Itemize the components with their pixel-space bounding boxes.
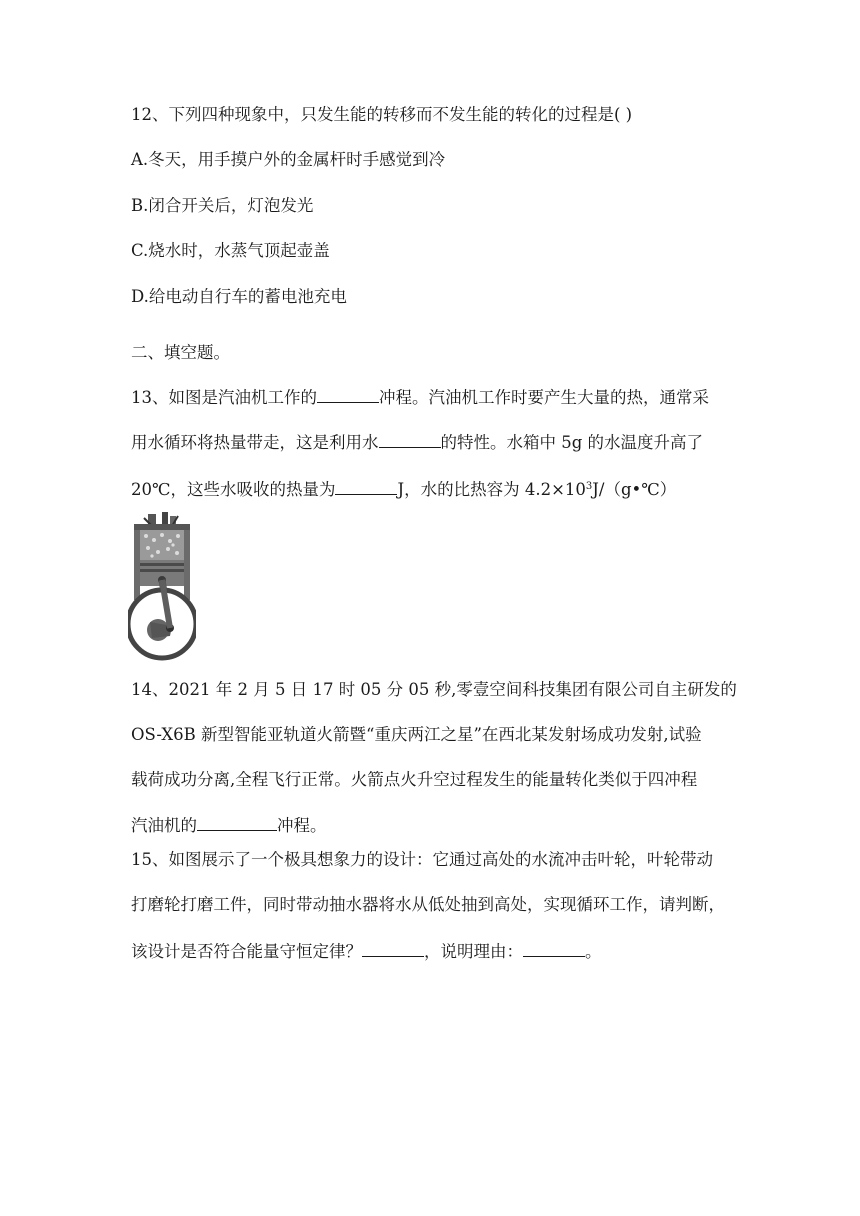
q15-line-1: 15、如图展示了一个极具想象力的设计：它通过高处的水流冲击叶轮，叶轮带动	[131, 850, 713, 869]
q12-option-a: A.冬天，用手摸户外的金属杆时手感觉到冷	[131, 150, 446, 169]
q15-blank-answer	[362, 940, 424, 957]
q14-line-4	[131, 814, 327, 837]
q15-blank-reason	[523, 940, 585, 957]
q12-option-b: B.闭合开关后，灯泡发光	[131, 196, 314, 215]
q12-option-c: C.烧水时，水蒸气顶起壶盖	[131, 241, 330, 260]
q15-text-3b: ，说明理由：	[424, 942, 523, 961]
q15-text-3a: 该设计是否符合能量守恒定律？	[131, 942, 362, 961]
q13-text-3a: 20℃，这些水吸收的热量为	[131, 480, 336, 499]
q13-line-3	[131, 476, 676, 501]
q12-stem: 12、下列四种现象中，只发生能的转移而不发生能的转化的过程是( )	[131, 105, 633, 124]
q14-line-1: 14、2021 年 2 月 5 日 17 时 05 分 05 秒,零壹空间科技集团有限公司自主研发的	[131, 680, 737, 699]
q13-text-3b: J，水的比热容为 4.2×10	[397, 480, 586, 499]
q13-text-1a: 13、如图是汽油机工作的	[131, 388, 317, 407]
q12-option-d: D.给电动自行车的蓄电池充电	[131, 287, 347, 306]
q14-blank-stroke	[197, 814, 277, 831]
q13-blank-stroke	[317, 386, 379, 403]
q13-line-1	[131, 386, 709, 409]
engine-diagram-image	[128, 510, 196, 666]
q13-text-1b: 冲程。汽油机工作时要产生大量的热，通常采	[379, 388, 709, 407]
q13-exponent: 3	[585, 481, 593, 492]
engine-cylinder-figure	[128, 510, 196, 666]
q13-text-2a: 用水循环将热量带走，这是利用水	[131, 433, 379, 452]
q13-line-2	[131, 431, 703, 454]
q15-line-2: 打磨轮打磨工件，同时带动抽水器将水从低处抽到高处，实现循环工作，请判断，	[131, 895, 725, 914]
section-heading: 二、填空题。	[131, 343, 230, 362]
q15-text-3c: 。	[585, 942, 602, 961]
q13-blank-property	[379, 431, 441, 448]
q13-text-2b: 的特性。水箱中 5g 的水温度升高了	[440, 433, 704, 452]
q13-text-3c: J/（g•℃）	[592, 480, 677, 499]
q14-text-4b: 冲程。	[277, 816, 327, 835]
q14-text-4a: 汽油机的	[131, 816, 197, 835]
q14-line-3: 载荷成功分离,全程飞行正常。火箭点火升空过程发生的能量转化类似于四冲程	[131, 770, 698, 789]
q14-line-2: OS-X6B 新型智能亚轨道火箭暨“重庆两江之星”在西北某发射场成功发射,试验	[131, 725, 702, 744]
q13-blank-heat	[335, 478, 397, 495]
q15-line-3	[131, 940, 602, 963]
